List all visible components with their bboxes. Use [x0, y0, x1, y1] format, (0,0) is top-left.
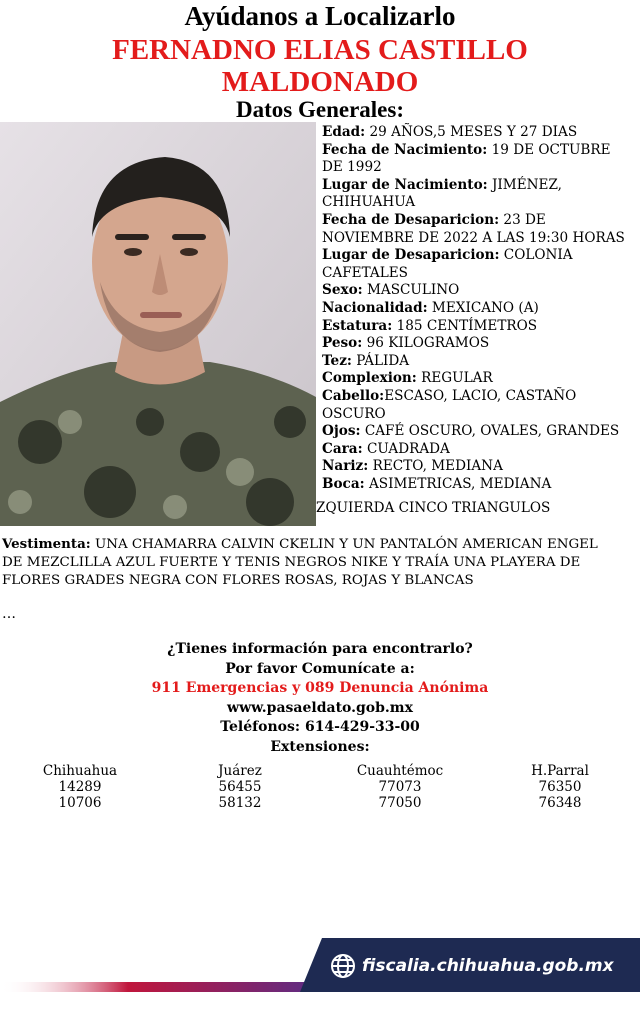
- detail-label: Lugar de Nacimiento:: [322, 176, 488, 193]
- detail-row: [322, 353, 634, 371]
- extension: 14289: [58, 779, 102, 795]
- detail-label: Nariz:: [322, 458, 369, 475]
- detail-label: Cara:: [322, 440, 363, 457]
- phone-number: Teléfonos: 614-429-33-00: [220, 719, 420, 735]
- extension: 58132: [218, 795, 262, 811]
- detail-row: [322, 458, 634, 476]
- detail-row: [322, 441, 634, 459]
- detail-row: [322, 476, 634, 494]
- detail-label: Sexo:: [322, 282, 363, 299]
- table-row: [0, 795, 640, 811]
- city-cuauhtemoc: Cuauhtémoc: [356, 763, 444, 779]
- detail-row: [322, 335, 634, 353]
- detail-label: Estatura:: [322, 317, 393, 334]
- detail-value: RECTO, MEDIANA: [368, 458, 503, 475]
- detail-value: ESCASO, LACIO, CASTAÑO OSCURO: [322, 387, 577, 422]
- detail-label: Lugar de Desaparicion:: [322, 247, 500, 264]
- detail-value: 96 KILOGRAMOS: [362, 335, 490, 352]
- detail-row: [322, 247, 634, 282]
- detail-row: [322, 300, 634, 318]
- detail-row: [322, 423, 634, 441]
- detail-value: ASIMETRICAS, MEDIANA: [364, 475, 552, 492]
- name-line-2: MALDONADO: [221, 66, 419, 98]
- emergency-numbers: 911 Emergencias y 089 Denuncia Anónima: [151, 680, 489, 696]
- extensions-label: Extensiones:: [270, 738, 370, 755]
- website-link[interactable]: www.pasaeldato.gob.mx: [227, 699, 413, 716]
- detail-value: MEXICANO (A): [427, 299, 539, 316]
- globe-icon: [330, 953, 356, 979]
- detail-row: [322, 318, 634, 336]
- footer-website[interactable]: fiscalia.chihuahua.gob.mx: [362, 956, 614, 976]
- detail-value: 23 DE NOVIEMBRE DE 2022 A LAS 19:30 HORAS: [322, 211, 625, 246]
- contact-block: [0, 640, 640, 757]
- person-photo: [0, 122, 316, 526]
- detail-row: [322, 282, 634, 300]
- detail-label: Ojos:: [322, 423, 361, 440]
- name-line-1: FERNADNO ELIAS CASTILLO: [112, 34, 528, 66]
- senas-text: ZQUIERDA CINCO TRIANGULOS: [316, 500, 551, 516]
- detail-value: 19 DE OCTUBRE DE 1992: [322, 141, 611, 176]
- detail-value: CAFÉ OSCURO, OVALES, GRANDES: [360, 423, 620, 440]
- detail-value: JIMÉNEZ, CHIHUAHUA: [322, 176, 562, 211]
- detail-label: Cabello:: [322, 387, 385, 404]
- detail-row: [322, 370, 634, 388]
- detail-row: [322, 388, 634, 423]
- extension: 77050: [378, 795, 422, 811]
- detail-label: Edad:: [322, 124, 366, 140]
- extensions-table: [0, 763, 640, 811]
- detail-row: [322, 142, 634, 177]
- detail-label: Fecha de Nacimiento:: [322, 141, 488, 158]
- city-juarez: Juárez: [218, 763, 262, 779]
- detail-value: COLONIA CAFETALES: [322, 247, 573, 281]
- vestimenta-value: UNA CHAMARRA CALVIN CKELIN Y UN PANTALÓN AMERICAN ENGEL DE MEZCLILLA AZUL FUERTE Y TENIS NEGROS NIKE Y TRAÍA UNA PLAYERA DE FLORES GRADES NEGRA CON FLORES ROSAS, ROJAS Y BLANCAS: [2, 537, 598, 588]
- detail-row: [322, 212, 634, 247]
- detail-value: CUADRADA: [362, 440, 450, 457]
- poster-title: Ayúdanos a Localizarlo: [184, 1, 456, 31]
- detail-label: Peso:: [322, 335, 363, 352]
- vestimenta-label: Vestimenta:: [2, 536, 91, 552]
- detail-label: Boca:: [322, 475, 365, 492]
- detail-value: REGULAR: [416, 370, 493, 387]
- detail-value: PÁLIDA: [351, 352, 410, 369]
- general-data-list: [322, 124, 634, 493]
- extension: 76350: [538, 779, 582, 795]
- city-parral: H.Parral: [531, 763, 589, 779]
- extension: 77073: [378, 779, 422, 795]
- missing-person-name: [0, 34, 640, 98]
- detail-label: Nacionalidad:: [322, 299, 428, 316]
- contact-please: Por favor Comunícate a:: [225, 660, 415, 677]
- extension: 76348: [538, 795, 582, 811]
- extension: 56455: [218, 779, 262, 795]
- detail-value: MASCULINO: [362, 282, 460, 299]
- city-chihuahua: Chihuahua: [42, 763, 118, 779]
- vestimenta: [2, 535, 602, 590]
- detail-label: Fecha de Desaparicion:: [322, 211, 500, 228]
- table-row: [0, 779, 640, 795]
- table-row: [0, 763, 640, 779]
- section-title: Datos Generales:: [236, 97, 404, 122]
- contact-question: ¿Tienes información para encontrarlo?: [167, 641, 473, 657]
- detail-value: 29 AÑOS,5 MESES Y 27 DIAS: [365, 124, 578, 140]
- extension: 10706: [58, 795, 102, 811]
- detail-label: Complexion:: [322, 370, 417, 387]
- detail-label: Tez:: [322, 352, 352, 369]
- detail-row: [322, 177, 634, 212]
- detail-value: 185 CENTÍMETROS: [392, 317, 538, 334]
- detail-row: [322, 124, 634, 142]
- ellipsis: …: [2, 606, 16, 622]
